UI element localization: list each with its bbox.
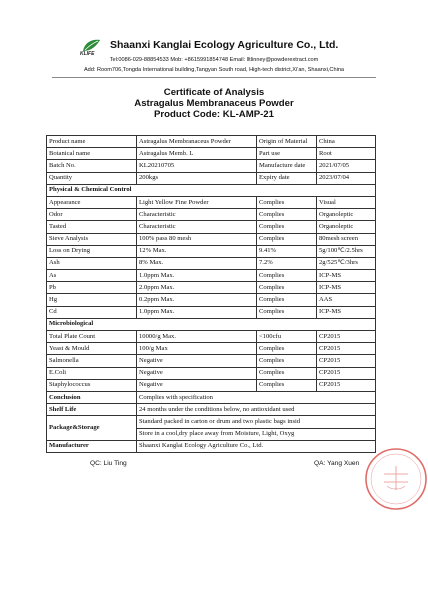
table-row bbox=[47, 221, 376, 233]
table-row bbox=[47, 209, 376, 221]
item-cell: Loss on Drying bbox=[47, 245, 137, 257]
item-cell: Batch No. bbox=[47, 160, 137, 172]
storage-row-value: Store in a cool,dry place away from Moisture, Light, Oxyg bbox=[137, 428, 376, 440]
result-cell: Complies bbox=[257, 209, 317, 221]
table-row bbox=[47, 306, 376, 318]
method-cell: 2023/07/04 bbox=[317, 172, 376, 184]
document-titles bbox=[0, 87, 428, 120]
method-cell: 2g/525℃/3hrs bbox=[317, 257, 376, 269]
item-cell: Quantity bbox=[47, 172, 137, 184]
method-cell: CP2015 bbox=[317, 355, 376, 367]
table-row bbox=[47, 379, 376, 391]
table-row bbox=[47, 343, 376, 355]
method-cell: 80mesh screen bbox=[317, 233, 376, 245]
spec-cell: 100/g Max bbox=[137, 343, 257, 355]
result-cell: Complies bbox=[257, 355, 317, 367]
table-row bbox=[47, 294, 376, 306]
item-cell: Cd bbox=[47, 306, 137, 318]
item-cell: Ash bbox=[47, 257, 137, 269]
result-cell: Complies bbox=[257, 221, 317, 233]
result-cell: Complies bbox=[257, 294, 317, 306]
table-row bbox=[47, 245, 376, 257]
spec-cell: Negative bbox=[137, 379, 257, 391]
result-cell: Complies bbox=[257, 367, 317, 379]
spec-cell: KL20210705 bbox=[137, 160, 257, 172]
result-cell: 7.2% bbox=[257, 257, 317, 269]
item-cell: Odor bbox=[47, 209, 137, 221]
item-cell: Product name bbox=[47, 136, 137, 148]
item-cell: Appearance bbox=[47, 196, 137, 208]
manufacturer-row bbox=[47, 440, 376, 452]
table-row bbox=[47, 148, 376, 160]
physical-section-label: Physical & Chemical Control bbox=[47, 184, 376, 196]
method-cell: ICP-MS bbox=[317, 282, 376, 294]
item-cell: As bbox=[47, 270, 137, 282]
package-row-label: Package&Storage bbox=[47, 416, 137, 440]
spec-cell: 1.0ppm Max. bbox=[137, 270, 257, 282]
method-cell: CP2015 bbox=[317, 367, 376, 379]
conclusion-row-label: Conclusion bbox=[47, 391, 137, 403]
item-cell: Staphylococcus bbox=[47, 379, 137, 391]
result-cell: 9.41% bbox=[257, 245, 317, 257]
address-line: Add: Room706,Tongda International building,Tangyan South road, High-tech district,Xi'an, Shaanxi,China bbox=[83, 67, 345, 73]
document-title: Certificate of Analysis bbox=[163, 87, 265, 98]
spec-cell: Characteristic bbox=[137, 221, 257, 233]
header-divider bbox=[52, 77, 376, 78]
table-row bbox=[47, 136, 376, 148]
table-row bbox=[47, 282, 376, 294]
result-cell: Complies bbox=[257, 196, 317, 208]
result-cell: Complies bbox=[257, 270, 317, 282]
product-code: Product Code: KL-AMP-21 bbox=[154, 109, 274, 120]
table-row bbox=[47, 196, 376, 208]
result-cell: Complies bbox=[257, 282, 317, 294]
table-row bbox=[47, 172, 376, 184]
spec-cell: Light Yellow Fine Powder bbox=[137, 196, 257, 208]
method-cell: CP2015 bbox=[317, 379, 376, 391]
conclusion-row bbox=[47, 391, 376, 403]
table-row bbox=[47, 257, 376, 269]
method-cell: Organoleptic bbox=[317, 209, 376, 221]
table-row bbox=[47, 367, 376, 379]
spec-cell: 0.2ppm Max. bbox=[137, 294, 257, 306]
qc-signature: QC: Liu Ting bbox=[90, 460, 127, 467]
table-row bbox=[47, 160, 376, 172]
table-row bbox=[47, 355, 376, 367]
micro-section-label: Microbiological bbox=[47, 318, 376, 330]
method-cell: 2021/07/05 bbox=[317, 160, 376, 172]
manufacturer-row-value: Shaanxi Kanglai Ecology Agriculture Co., Ltd. bbox=[137, 440, 376, 452]
item-cell: Pb bbox=[47, 282, 137, 294]
contact-line: Tel:0086-029-88854533 Mob: +8615991854748 Email: lltlinney@powderextract.com bbox=[109, 57, 319, 63]
method-cell: Root bbox=[317, 148, 376, 160]
coa-table bbox=[46, 135, 376, 453]
result-cell: Origin of Material bbox=[257, 136, 317, 148]
spec-cell: Negative bbox=[137, 355, 257, 367]
table-row bbox=[47, 331, 376, 343]
company-seal-stamp bbox=[363, 446, 428, 512]
spec-cell: 8% Max. bbox=[137, 257, 257, 269]
result-cell: Complies bbox=[257, 379, 317, 391]
method-cell: China bbox=[317, 136, 376, 148]
spec-cell: Negative bbox=[137, 367, 257, 379]
manufacturer-row-label: Manufacturer bbox=[47, 440, 137, 452]
spec-cell: Astragalus Memb. L bbox=[137, 148, 257, 160]
package-row-value: Standard packed in carton or drum and two plastic bags insid bbox=[137, 416, 376, 428]
method-cell: AAS bbox=[317, 294, 376, 306]
physical-section bbox=[47, 184, 376, 196]
result-cell: Part use bbox=[257, 148, 317, 160]
product-title: Astragalus Membranaceus Powder bbox=[134, 98, 294, 109]
shelf-life-row-value: 24 months under the conditions below, no antioxidant used bbox=[137, 404, 376, 416]
spec-cell: 2.0ppm Max. bbox=[137, 282, 257, 294]
spec-cell: 100% pass 80 mesh bbox=[137, 233, 257, 245]
shelf-life-row-label: Shelf Life bbox=[47, 404, 137, 416]
result-cell: <100cfu bbox=[257, 331, 317, 343]
spec-cell: Characteristic bbox=[137, 209, 257, 221]
company-name: Shaanxi Kanglai Ecology Agriculture Co., Ltd. bbox=[110, 39, 339, 51]
item-cell: E.Coli bbox=[47, 367, 137, 379]
package-row bbox=[47, 416, 376, 428]
item-cell: Hg bbox=[47, 294, 137, 306]
method-cell: CP2015 bbox=[317, 343, 376, 355]
item-cell: Yeast & Mould bbox=[47, 343, 137, 355]
method-cell: 5g/100℃/2.5hrs bbox=[317, 245, 376, 257]
shelf-life-row bbox=[47, 404, 376, 416]
spec-cell: 200kgs bbox=[137, 172, 257, 184]
item-cell: Tasted bbox=[47, 221, 137, 233]
micro-section bbox=[47, 318, 376, 330]
method-cell: Organoleptic bbox=[317, 221, 376, 233]
qa-signature: QA: Yang Xuen bbox=[314, 460, 360, 467]
item-cell: Salmonella bbox=[47, 355, 137, 367]
item-cell: Botanical name bbox=[47, 148, 137, 160]
result-cell: Manufacture date bbox=[257, 160, 317, 172]
result-cell: Complies bbox=[257, 306, 317, 318]
spec-cell: Astragalus Membranaceus Powder bbox=[137, 136, 257, 148]
result-cell: Complies bbox=[257, 233, 317, 245]
spec-cell: 10000/g Max. bbox=[137, 331, 257, 343]
method-cell: ICP-MS bbox=[317, 270, 376, 282]
result-cell: Complies bbox=[257, 343, 317, 355]
table-row bbox=[47, 270, 376, 282]
method-cell: Visual bbox=[317, 196, 376, 208]
item-cell: Sieve Analysis bbox=[47, 233, 137, 245]
result-cell: Expiry date bbox=[257, 172, 317, 184]
conclusion-row-value: Complies with specification bbox=[137, 391, 376, 403]
method-cell: CP2015 bbox=[317, 331, 376, 343]
spec-cell: 1.0ppm Max. bbox=[137, 306, 257, 318]
item-cell: Total Plate Count bbox=[47, 331, 137, 343]
method-cell: ICP-MS bbox=[317, 306, 376, 318]
logo-wordmark: KLIFE bbox=[80, 51, 95, 57]
table-row bbox=[47, 233, 376, 245]
spec-cell: 12% Max. bbox=[137, 245, 257, 257]
